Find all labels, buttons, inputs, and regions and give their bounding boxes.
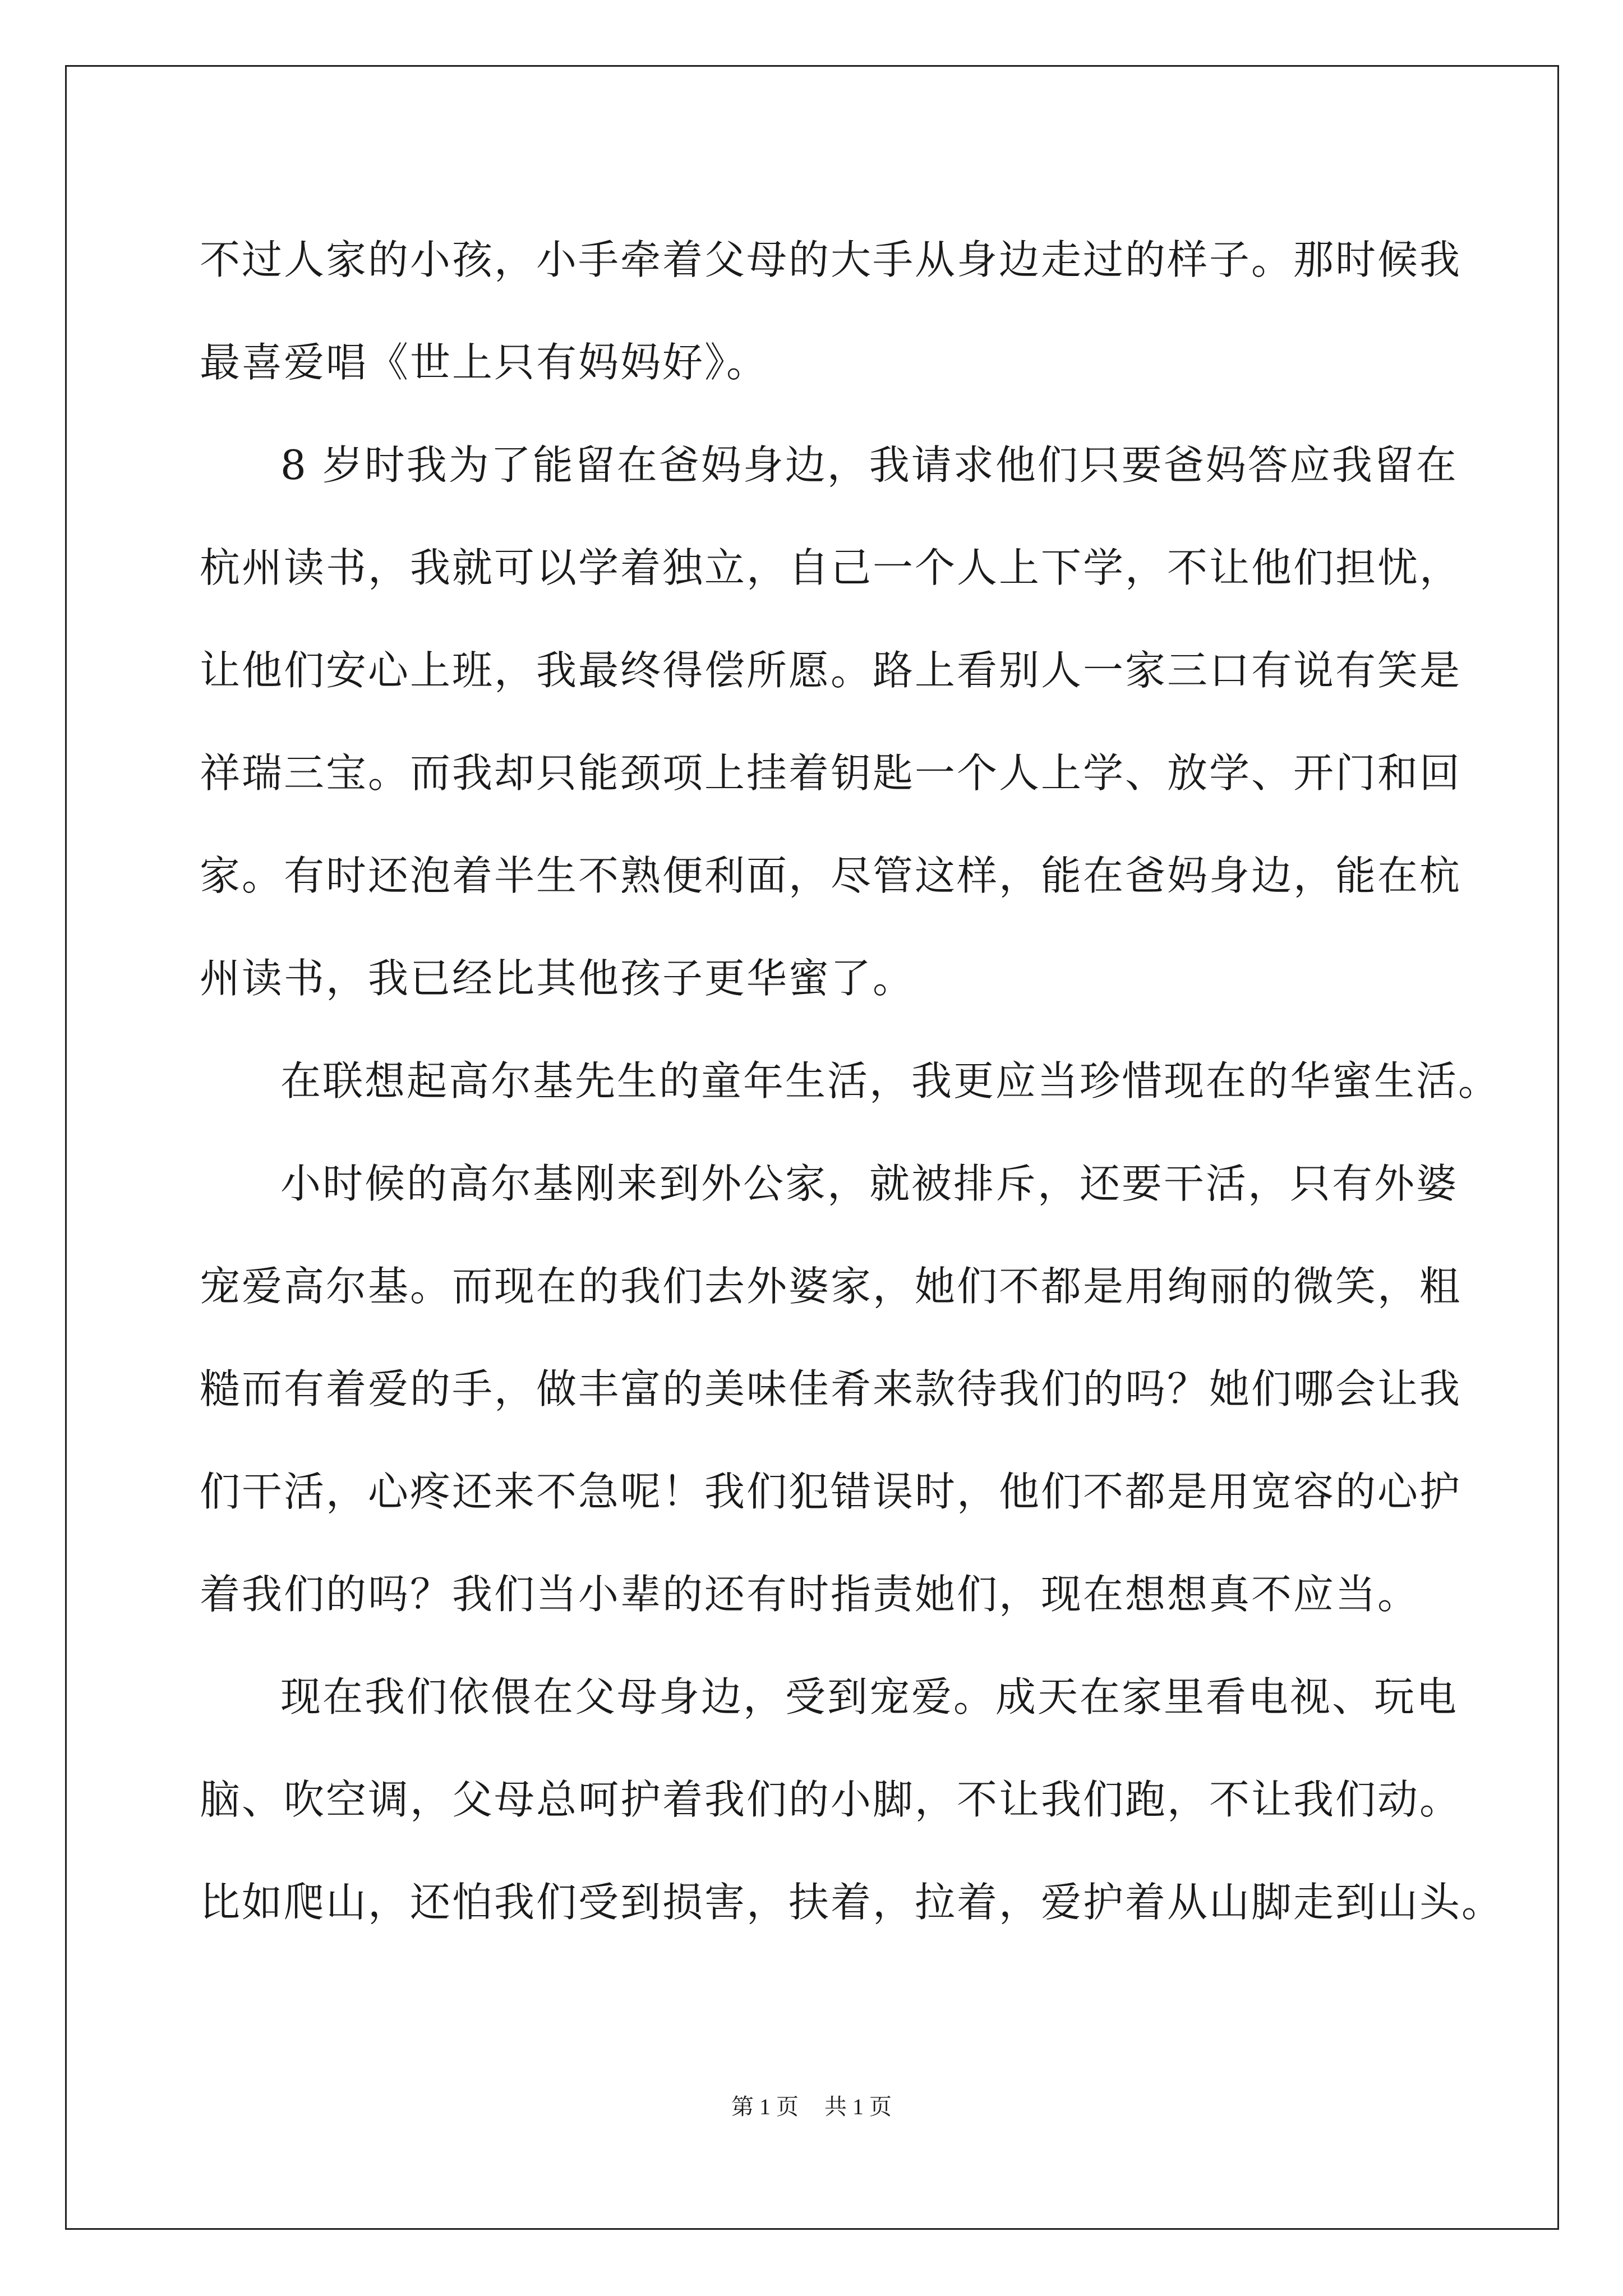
text-line: 着我们的吗？我们当小辈的还有时指责她们，现在想想真不应当。 [200, 1571, 1420, 1618]
document-body [200, 209, 1504, 1954]
text-line: 不过人家的小孩，小手牵着父母的大手从身边走过的样子。那时候我 [200, 236, 1462, 283]
text-line: 最喜爱唱《世上只有妈妈好》。 [200, 339, 769, 386]
page-footer [0, 2090, 1623, 2124]
text-line: 宠爱高尔基。而现在的我们去外婆家，她们不都是用绚丽的微笑，粗 [200, 1263, 1462, 1310]
text-line: 们干活，心疼还来不急呢！我们犯错误时，他们不都是用宽容的心护 [200, 1468, 1462, 1515]
text-line: 糙而有着爱的手，做丰富的美味佳肴来款待我们的吗？她们哪会让我 [200, 1365, 1462, 1412]
text-line: 杭州读书，我就可以学着独立，自己一个人上下学，不让他们担忧， [200, 544, 1462, 591]
text-line: 祥瑞三宝。而我却只能颈项上挂着钥匙一个人上学、放学、开门和回 [200, 749, 1462, 797]
text-line: 家。有时还泡着半生不熟便利面，尽管这样，能在爸妈身边，能在杭 [200, 852, 1462, 899]
text-line: 州读书，我已经比其他孩子更华蜜了。 [200, 955, 915, 1002]
text-line: 比如爬山，还怕我们受到损害，扶着，拉着，爱护着从山脚走到山头。 [200, 1879, 1504, 1926]
page-number-current: 第 1 页 [731, 2094, 799, 2119]
text-line: 让他们安心上班，我最终得偿所愿。路上看别人一家三口有说有笑是 [200, 647, 1462, 694]
page-number-total: 共 1 页 [824, 2094, 892, 2119]
paragraph-start-line: 在联想起高尔基先生的童年生活，我更应当珍惜现在的华蜜生活。 [280, 1057, 1501, 1105]
paragraph-start-line: 小时候的高尔基刚来到外公家，就被排斥，还要干活，只有外婆 [280, 1160, 1459, 1207]
paragraph-start-line: 现在我们依偎在父母身边，受到宠爱。成天在家里看电视、玩电 [280, 1673, 1459, 1720]
text-line: 脑、吹空调，父母总呵护着我们的小脚，不让我们跑，不让我们动。 [200, 1776, 1462, 1823]
paragraph-start-line: 8 岁时我为了能留在爸妈身边，我请求他们只要爸妈答应我留在 [280, 441, 1458, 489]
